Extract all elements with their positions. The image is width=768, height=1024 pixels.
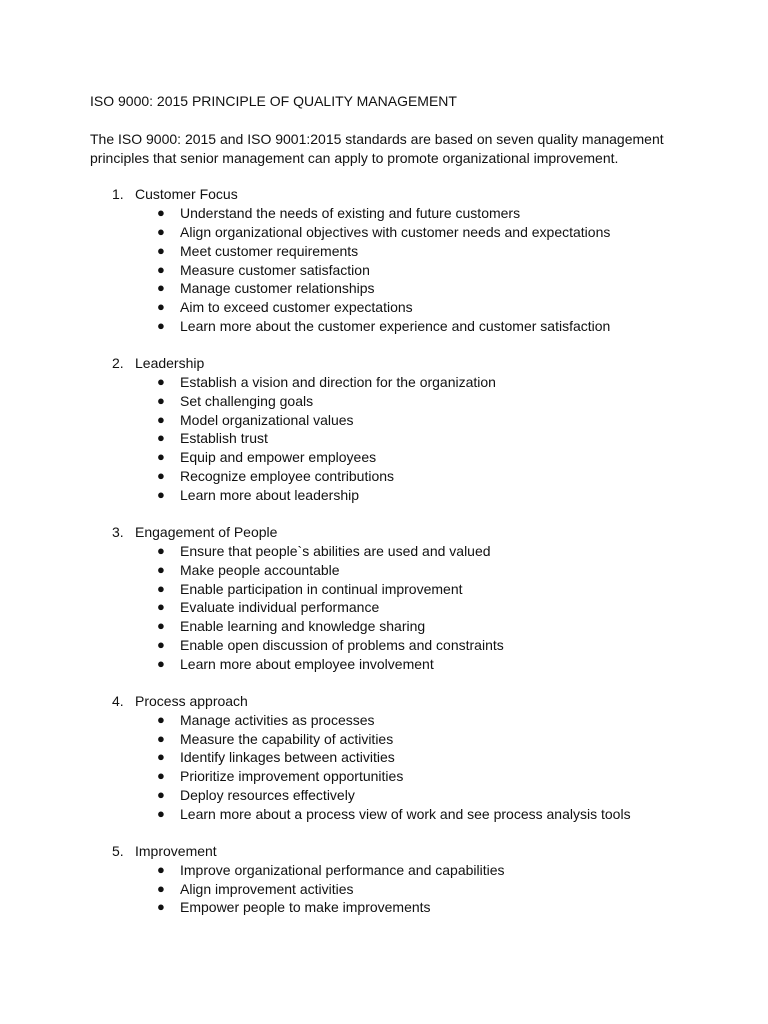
bullet-icon: ● (157, 280, 165, 296)
list-item-text: Equip and empower employees (180, 449, 377, 466)
list-item-text: Enable learning and knowledge sharing (180, 618, 426, 635)
list-item (90, 636, 710, 655)
principle-heading (90, 692, 710, 711)
list-item-text: Align improvement activities (180, 880, 354, 897)
bullet-icon: ● (157, 261, 165, 277)
list-item-text: Manage customer relationships (180, 280, 375, 297)
list-item (90, 279, 710, 298)
principle-section (90, 692, 710, 824)
list-item-text: Set challenging goals (180, 392, 314, 409)
principle-number: 4. (112, 693, 124, 710)
list-item-text: Aim to exceed customer expectations (180, 299, 413, 316)
list-item-text: Understand the needs of existing and future customers (180, 205, 521, 222)
bullet-icon: ● (157, 542, 165, 558)
list-item (90, 580, 710, 599)
list-item-text: Manage activities as processes (180, 711, 375, 728)
list-item-text: Learn more about leadership (180, 486, 360, 503)
bullet-icon: ● (157, 636, 165, 652)
list-item (90, 880, 710, 899)
principle-bullet-list (90, 542, 710, 674)
list-item (90, 898, 710, 917)
bullet-icon: ● (157, 618, 165, 634)
list-item (90, 223, 710, 242)
bullet-icon: ● (157, 787, 165, 802)
bullet-icon: ● (157, 861, 165, 877)
list-item (90, 261, 710, 280)
bullet-icon: ● (157, 486, 165, 502)
list-item (90, 748, 710, 767)
list-item (90, 298, 710, 317)
bullet-icon: ● (157, 374, 165, 390)
list-item-text: Establish trust (180, 430, 268, 447)
list-item (90, 373, 710, 392)
list-item-text: Learn more about employee involvement (180, 655, 434, 672)
list-item-text: Measure customer satisfaction (180, 261, 370, 278)
list-item-text: Enable open discussion of problems and constraints (180, 636, 504, 653)
list-item-text: Improve organizational performance and capabilities (180, 861, 505, 878)
list-item-text: Identify linkages between activities (180, 749, 395, 766)
bullet-icon: ● (157, 468, 165, 484)
list-item (90, 730, 710, 749)
list-item-text: Measure the capability of activities (180, 730, 394, 747)
principle-heading (90, 523, 710, 542)
list-item-text: Evaluate individual performance (180, 599, 380, 616)
bullet-icon: ● (157, 899, 165, 915)
list-item (90, 617, 710, 636)
list-item (90, 598, 710, 617)
list-item-text: Deploy resources effectively (180, 787, 355, 803)
bullet-icon: ● (157, 392, 165, 408)
list-item (90, 242, 710, 261)
bullet-icon: ● (157, 205, 165, 221)
bullet-icon: ● (157, 880, 165, 896)
list-item (90, 561, 710, 580)
bullet-icon: ● (157, 768, 165, 784)
bullet-icon: ● (157, 449, 165, 465)
bullet-icon: ● (157, 580, 165, 596)
bullet-icon: ● (157, 430, 165, 446)
principle-bullet-list (90, 711, 710, 824)
list-item (90, 655, 710, 674)
list-item-text: Prioritize improvement opportunities (180, 768, 404, 785)
principle-title: Improvement (135, 843, 217, 860)
list-item (90, 486, 710, 505)
bullet-icon: ● (157, 655, 165, 671)
list-item-text: Model organizational values (180, 411, 354, 428)
intro-paragraph: The ISO 9000: 2015 and ISO 9001:2015 standards are based on seven quality management principles that senior management can apply to promote organizational improvement. (90, 130, 664, 166)
list-item (90, 429, 710, 448)
principle-section (90, 185, 710, 335)
list-item-text: Empower people to make improvements (180, 899, 431, 916)
bullet-icon: ● (157, 317, 165, 333)
document-title: ISO 9000: 2015 PRINCIPLE OF QUALITY MANAGEMENT (90, 93, 457, 109)
list-item (90, 392, 710, 411)
principle-heading (90, 354, 710, 373)
list-item (90, 467, 710, 486)
principle-heading (90, 842, 710, 861)
bullet-icon: ● (157, 730, 165, 746)
bullet-icon: ● (157, 242, 165, 258)
document-page (90, 92, 710, 936)
principle-bullet-list (90, 861, 710, 917)
principle-title: Process approach (135, 693, 248, 710)
list-item (90, 317, 710, 336)
principle-number: 5. (112, 843, 124, 860)
bullet-icon: ● (157, 805, 165, 821)
list-item (90, 411, 710, 430)
bullet-icon: ● (157, 561, 165, 577)
list-item (90, 542, 710, 561)
principle-heading (90, 185, 710, 204)
principle-section (90, 354, 710, 504)
list-item (90, 204, 710, 223)
list-item-text: Establish a vision and direction for the organization (180, 374, 496, 391)
list-item-text: Learn more about a process view of work and see process analysis tools (180, 805, 631, 822)
list-item-text: Ensure that people`s abilities are used and valued (180, 542, 491, 559)
principle-section (90, 842, 710, 917)
bullet-icon: ● (157, 299, 165, 315)
bullet-icon: ● (157, 223, 165, 239)
principle-title: Leadership (135, 355, 205, 372)
principle-number: 3. (112, 524, 124, 541)
list-item-text: Enable participation in continual improvement (180, 580, 463, 597)
list-item-text: Recognize employee contributions (180, 468, 395, 485)
principle-number: 1. (112, 186, 124, 203)
list-item-text: Align organizational objectives with customer needs and expectations (180, 223, 611, 240)
principle-bullet-list (90, 204, 710, 336)
list-item (90, 711, 710, 730)
list-item-text: Make people accountable (180, 561, 340, 578)
principle-bullet-list (90, 373, 710, 505)
list-item (90, 448, 710, 467)
list-item (90, 805, 710, 824)
bullet-icon: ● (157, 749, 165, 765)
bullet-icon: ● (157, 599, 165, 615)
bullet-icon: ● (157, 411, 165, 427)
principle-title: Customer Focus (135, 186, 238, 203)
list-item (90, 861, 710, 880)
principles-list (90, 185, 710, 917)
principle-section (90, 523, 710, 673)
list-item-text: Meet customer requirements (180, 242, 359, 259)
list-item (90, 786, 710, 805)
bullet-icon: ● (157, 711, 165, 727)
principle-title: Engagement of People (135, 524, 278, 541)
principle-number: 2. (112, 355, 124, 372)
list-item-text: Learn more about the customer experience and customer satisfaction (180, 317, 611, 334)
list-item (90, 767, 710, 786)
